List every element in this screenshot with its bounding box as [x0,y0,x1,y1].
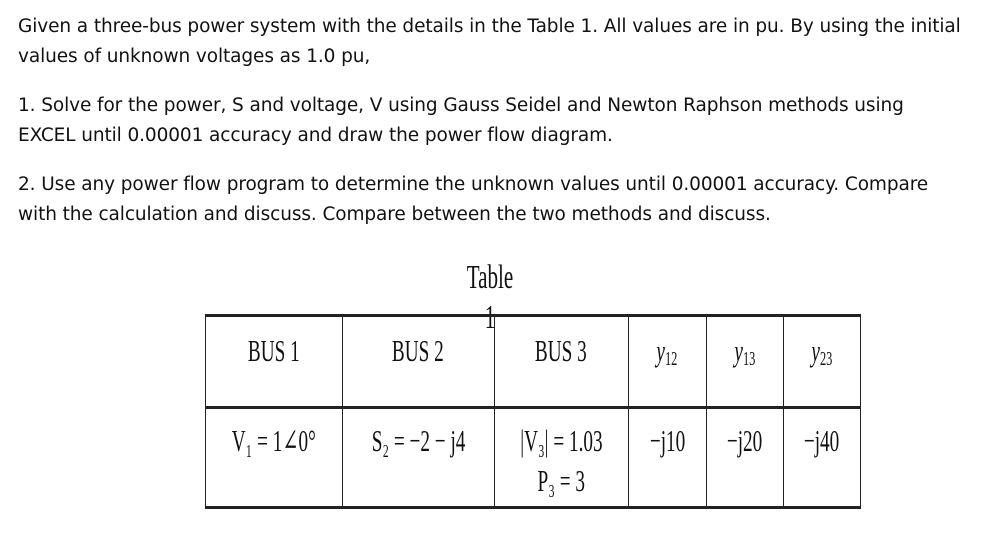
cell-bus-2-power: S₂ = −2 − j4 [342,408,494,508]
bus-3-real-power: P₃ = 3 [537,463,585,498]
task-1-line-2: EXCEL until 0.00001 accuracy and draw the power flow diagram. [18,125,613,146]
intro-paragraph [18,12,983,72]
bus-3-voltage-magnitude: |V₃| = 1.03 [519,423,603,458]
bus-data-table [205,314,861,509]
header-bus-2: BUS 2 [342,316,494,408]
intro-line-2: values of unknown voltages as 1.0 pu, [18,46,371,67]
cell-y12: −j10 [628,408,706,508]
header-y23: $y_{23}$ [783,316,860,408]
header-bus-1: BUS 1 [206,316,343,408]
task-2-line-2: with the calculation and discuss. Compare between the two methods and discuss. [18,204,771,225]
header-bus-3: BUS 3 [494,316,628,408]
task-2-line-1: 2. Use any power flow program to determine the unknown values until 0.00001 accuracy. Compare [18,174,929,195]
task-1-line-1: 1. Solve for the power, S and voltage, V using Gauss Seidel and Newton Raphson methods using [18,95,904,116]
table-row [206,408,861,508]
table-header-row [206,316,861,408]
cell-y13: −j20 [706,408,783,508]
cell-bus-1-voltage: V₁ = 1∠0° [206,408,343,508]
task-1-paragraph [18,91,983,151]
header-y13: $y_{13}$ [706,316,783,408]
cell-y23: −j40 [783,408,860,508]
task-2-paragraph [18,170,983,230]
cell-bus-3-values [494,408,628,508]
table-caption: Table 1 [466,259,514,336]
header-y12: $y_{12}$ [628,316,706,408]
intro-line-1: Given a three-bus power system with the details in the Table 1. All values are in pu. By using the initial [18,16,961,37]
